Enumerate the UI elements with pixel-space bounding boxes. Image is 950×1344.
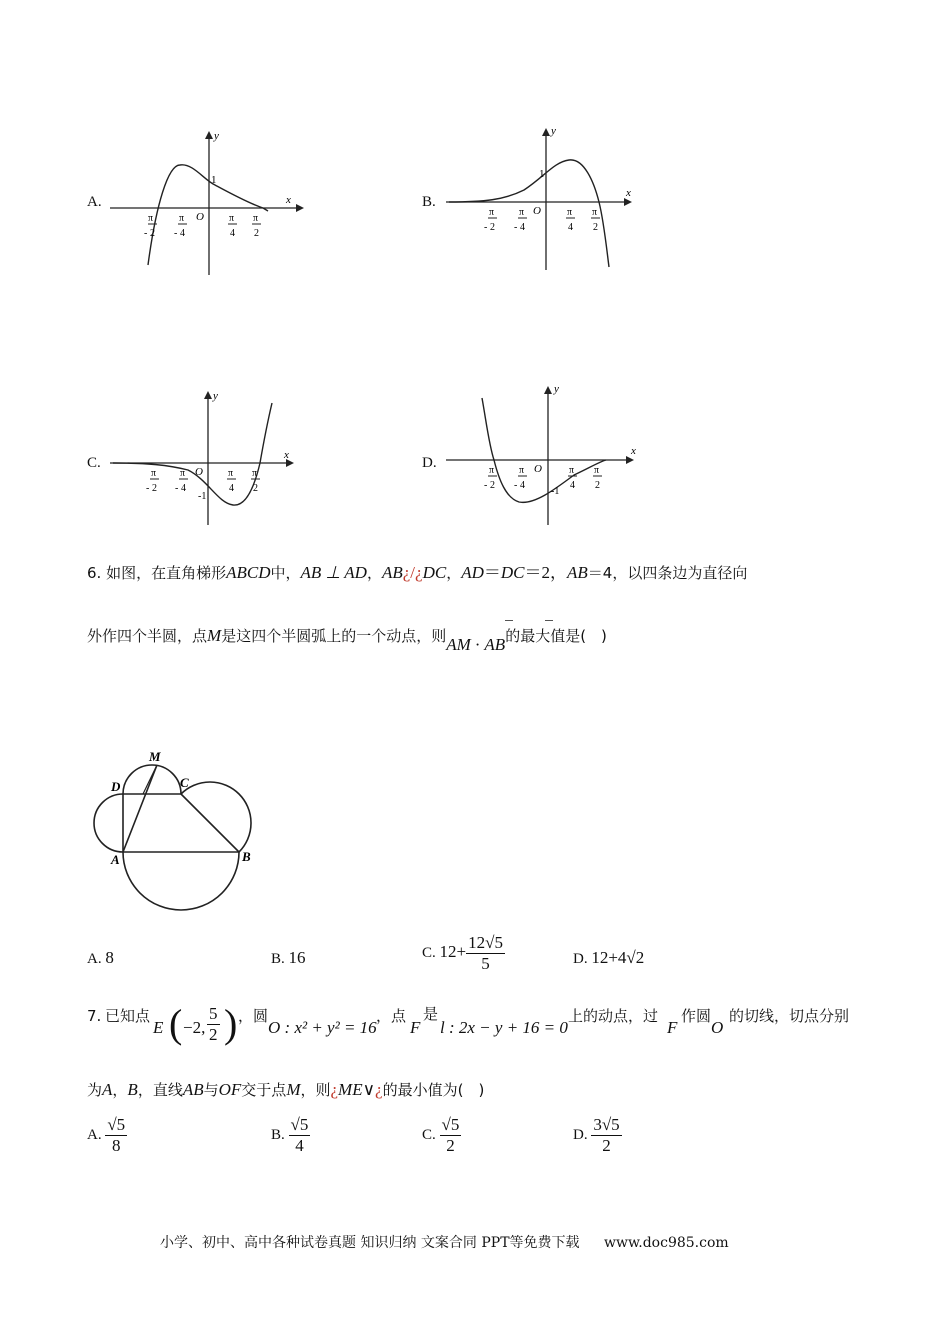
graph-a [108, 125, 308, 280]
svg-text:2: 2 [150, 228, 155, 239]
svg-text:4: 4 [568, 222, 573, 233]
graph-a-x-label: x [286, 194, 291, 206]
svg-text:2: 2 [595, 480, 600, 491]
graph-d [444, 380, 644, 530]
svg-text:π: π [592, 207, 598, 218]
svg-text:π: π [519, 207, 525, 218]
q7-option-a[interactable]: A. $\frac{√5}{8}$ [87, 1115, 126, 1155]
svg-text:π: π [519, 465, 525, 476]
svg-text:π: π [229, 213, 235, 224]
svg-text:2: 2 [254, 228, 259, 239]
footer-text: 小学、初中、高中各种试卷真题 知识归纳 文案合同 PPT等免费下载 [160, 1235, 580, 1251]
fig-label-a: A [111, 852, 120, 867]
graph-a-y-label: y [214, 130, 219, 142]
graph-b-y-label: y [551, 125, 556, 137]
option-d-label: D. [422, 455, 437, 471]
graph-d-x-label: x [631, 445, 636, 457]
svg-text:-: - [146, 483, 150, 494]
vector-arrow-am [505, 620, 513, 623]
svg-text:π: π [569, 465, 575, 476]
svg-text:π: π [594, 465, 600, 476]
svg-text:π: π [148, 213, 154, 224]
fig-label-d: D [111, 779, 121, 794]
svg-text:-: - [144, 228, 148, 239]
q7-option-b[interactable]: B. $\frac{√5}{4}$ [271, 1115, 309, 1155]
svg-text:4: 4 [229, 483, 234, 494]
fig-label-c: C [180, 775, 189, 790]
q6-option-a[interactable]: A. 8 [87, 948, 114, 967]
svg-text:π: π [567, 207, 573, 218]
svg-text:2: 2 [490, 480, 495, 491]
q7-line2: 为A，B，直线AB与OF交于点M，则¿ME∨¿的最小值为( ) [87, 1080, 485, 1099]
svg-text:4: 4 [520, 222, 525, 233]
graph-d-y-label: y [554, 383, 559, 395]
svg-text:π: π [151, 468, 157, 479]
graph-d-origin: O [534, 463, 542, 475]
svg-text:4: 4 [230, 228, 235, 239]
fig-label-b: B [242, 849, 251, 864]
svg-text:2: 2 [253, 483, 258, 494]
svg-text:4: 4 [181, 483, 186, 494]
svg-text:π: π [489, 465, 495, 476]
graph-b [444, 122, 644, 277]
svg-text:π: π [180, 468, 186, 479]
svg-text:π: π [179, 213, 185, 224]
svg-text:-: - [514, 222, 518, 233]
graph-c-neg-one: -1 [198, 491, 207, 502]
svg-text:-: - [514, 480, 518, 491]
svg-text:π: π [489, 207, 495, 218]
svg-text:-: - [174, 228, 178, 239]
option-b-label: B. [422, 194, 436, 210]
option-a-label: A. [87, 194, 102, 210]
graph-a-one: 1 [211, 174, 217, 186]
graph-b-x-label: x [626, 187, 631, 199]
svg-text:π: π [228, 468, 234, 479]
q6-option-c[interactable]: C. 12+ $\frac{12√5}{5}$ [422, 933, 503, 973]
q6-option-d[interactable]: D. 12+4√2 [573, 948, 645, 967]
svg-text:-: - [175, 483, 179, 494]
graph-a-origin: O [196, 211, 204, 223]
svg-text:4: 4 [180, 228, 185, 239]
svg-text:2: 2 [593, 222, 598, 233]
graph-c-y-label: y [213, 390, 218, 402]
svg-text:2: 2 [490, 222, 495, 233]
footer-url[interactable]: www.doc985.com [603, 1235, 729, 1251]
q7-option-c[interactable]: C. $\frac{√5}{2}$ [422, 1115, 460, 1155]
q6-option-b[interactable]: B. 16 [271, 948, 306, 967]
graph-c [108, 385, 308, 530]
svg-text:2: 2 [152, 483, 157, 494]
q6-line2: 外作四个半圆，点M是这四个半圆弧上的一个动点，则AM · AB的最大值是( ) [87, 626, 607, 654]
graph-d-neg-one: -1 [551, 486, 560, 497]
svg-text:π: π [252, 468, 258, 479]
svg-text:4: 4 [570, 480, 575, 491]
graph-b-origin: O [533, 205, 541, 217]
q7-option-d[interactable]: D. $\frac{3√5}{2}$ [573, 1115, 620, 1155]
q6-figure [85, 745, 265, 920]
q6-line1: 6. 如图，在直角梯形ABCD中，AB ⊥ AD，AB¿/¿DC，AD＝DC＝2，AB＝4，以四条边为直径向 [87, 563, 748, 582]
vector-arrow-ab [545, 620, 553, 623]
graph-c-origin: O [195, 466, 203, 478]
svg-text:π: π [253, 213, 259, 224]
svg-text:4: 4 [520, 480, 525, 491]
graph-b-one: 1 [539, 168, 545, 180]
footer [160, 1232, 729, 1252]
fig-label-m: M [149, 749, 161, 764]
svg-text:-: - [484, 480, 488, 491]
option-c-label: C. [87, 455, 101, 471]
graph-c-x-label: x [284, 449, 289, 461]
svg-text:-: - [484, 222, 488, 233]
